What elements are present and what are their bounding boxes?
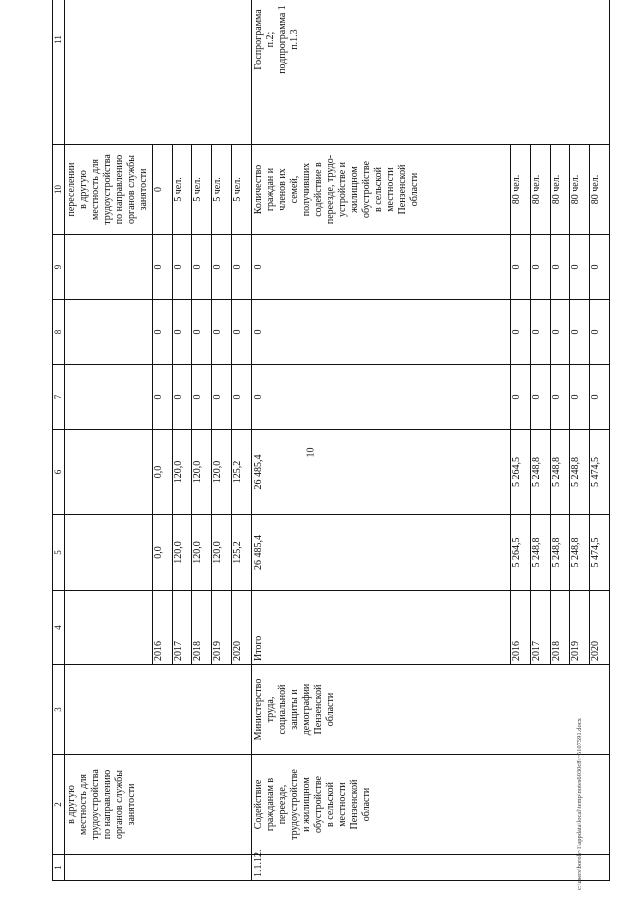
value-cell: 0,0	[153, 430, 173, 515]
value-cell: 0	[153, 235, 173, 300]
value-cell: 5 248,8	[570, 515, 590, 591]
empty-cell	[65, 300, 153, 365]
value-cell: 0	[212, 300, 232, 365]
value-cell: 125,2	[231, 515, 251, 591]
rotated-table-container	[52, 5, 610, 881]
value-cell: 80 чел.	[531, 145, 551, 235]
cont-num-cell	[65, 855, 252, 881]
value-cell: 80 чел.	[590, 145, 610, 235]
table-row	[65, 0, 153, 881]
empty-cell	[65, 235, 153, 300]
year-cell: 2020	[590, 591, 610, 665]
year-cell: 2020	[231, 591, 251, 665]
empty-cell	[65, 591, 153, 665]
value-cell: 0	[251, 300, 511, 365]
year-cell: 2018	[550, 591, 570, 665]
value-cell: 0	[550, 300, 570, 365]
value-cell: 0	[590, 300, 610, 365]
value-cell: 5 248,8	[531, 430, 551, 515]
value-cell: 0	[212, 365, 232, 430]
cont-name-cell: в другую местность для трудоустройства по направлению органов службы занятости	[65, 755, 252, 855]
value-cell: 0	[231, 365, 251, 430]
header-cell: 9	[53, 235, 65, 300]
value-cell: 0,0	[153, 515, 173, 591]
value-cell: 0	[192, 300, 212, 365]
value-cell: 0	[511, 365, 531, 430]
value-cell: 0	[231, 235, 251, 300]
value-cell: 0	[531, 235, 551, 300]
value-cell: 120,0	[192, 515, 212, 591]
year-cell: 2016	[511, 591, 531, 665]
item-num-cell: 1.1.12.	[251, 855, 609, 881]
year-cell: 2017	[531, 591, 551, 665]
value-cell: 0	[153, 365, 173, 430]
value-cell: 5 чел.	[231, 145, 251, 235]
header-cell: 7	[53, 365, 65, 430]
value-cell: 5 248,8	[550, 430, 570, 515]
total-label-cell: Итого	[251, 591, 511, 665]
value-cell: 5 264,5	[511, 430, 531, 515]
value-cell: 120,0	[192, 430, 212, 515]
value-cell: 120,0	[172, 430, 192, 515]
header-cell: 4	[53, 591, 65, 665]
value-cell: 5 264,5	[511, 515, 531, 591]
value-cell: 120,0	[212, 430, 232, 515]
value-cell: 0	[153, 145, 173, 235]
item-ref-cell: Госпрограмма п.2; подпрограмма 1 п.1.3	[251, 0, 609, 145]
value-cell: 0	[590, 235, 610, 300]
value-cell: 0	[172, 300, 192, 365]
page-number: 10	[305, 447, 317, 458]
empty-cell	[65, 365, 153, 430]
value-cell: 80 чел.	[511, 145, 531, 235]
value-cell: 0	[531, 300, 551, 365]
value-cell: 0	[570, 235, 590, 300]
value-cell: 125,2	[231, 430, 251, 515]
value-cell: 26 485,4	[251, 430, 511, 515]
footer-file-path: c:\users\boroh~1\appdata\local\temp\notes6030c8\~5107591.docx	[576, 718, 583, 890]
value-cell: 0	[570, 300, 590, 365]
cont-indicator-cell: переселении в другую местность для трудоустройства по направлению органов службы занятости	[65, 145, 153, 235]
value-cell: 0	[251, 235, 511, 300]
value-cell: 0	[251, 365, 511, 430]
header-cell: 5	[53, 515, 65, 591]
value-cell: 0	[511, 235, 531, 300]
item-indicator-cell: Количество граждан и членов их семей, получивших содействие в переезде, трудо- устройстве и жилищном обустройстве в сельской местности Пензенской области	[251, 145, 511, 235]
header-cell: 8	[53, 300, 65, 365]
year-cell: 2016	[153, 591, 173, 665]
year-cell: 2018	[192, 591, 212, 665]
value-cell: 0	[172, 365, 192, 430]
value-cell: 26 485,4	[251, 515, 511, 591]
item-name-cell: Содействие гражданам в переезде, трудоустройстве и жилищном обустройстве в сельской местности Пензенской области	[251, 755, 609, 855]
value-cell: 80 чел.	[550, 145, 570, 235]
value-cell: 0	[531, 365, 551, 430]
cont-ref-cell	[65, 0, 252, 145]
value-cell: 0	[212, 235, 232, 300]
header-cell: 1	[53, 855, 65, 881]
value-cell: 120,0	[172, 515, 192, 591]
header-cell: 11	[53, 0, 65, 145]
empty-cell	[65, 430, 153, 515]
value-cell: 0	[172, 235, 192, 300]
value-cell: 0	[550, 365, 570, 430]
value-cell: 5 474,5	[590, 515, 610, 591]
value-cell: 5 чел.	[192, 145, 212, 235]
header-cell: 3	[53, 665, 65, 755]
cont-executor-cell	[65, 665, 252, 755]
value-cell: 5 248,8	[531, 515, 551, 591]
table-row	[251, 0, 511, 881]
value-cell: 0	[550, 235, 570, 300]
year-cell: 2019	[570, 591, 590, 665]
value-cell: 5 248,8	[570, 430, 590, 515]
empty-cell	[65, 515, 153, 591]
program-table	[52, 0, 610, 881]
value-cell: 0	[231, 300, 251, 365]
year-cell: 2019	[212, 591, 232, 665]
year-cell: 2017	[172, 591, 192, 665]
header-cell: 10	[53, 145, 65, 235]
value-cell: 80 чел.	[570, 145, 590, 235]
value-cell: 5 чел.	[212, 145, 232, 235]
header-cell: 6	[53, 430, 65, 515]
value-cell: 120,0	[212, 515, 232, 591]
value-cell: 5 248,8	[550, 515, 570, 591]
header-cell: 2	[53, 755, 65, 855]
value-cell: 0	[511, 300, 531, 365]
header-row	[53, 0, 65, 881]
value-cell: 0	[192, 365, 212, 430]
value-cell: 0	[192, 235, 212, 300]
value-cell: 0	[153, 300, 173, 365]
value-cell: 5 474,5	[590, 430, 610, 515]
value-cell: 0	[570, 365, 590, 430]
value-cell: 0	[590, 365, 610, 430]
value-cell: 5 чел.	[172, 145, 192, 235]
item-executor-cell: Министерство труда, социальной защиты и демографии Пензенской области	[251, 665, 609, 755]
